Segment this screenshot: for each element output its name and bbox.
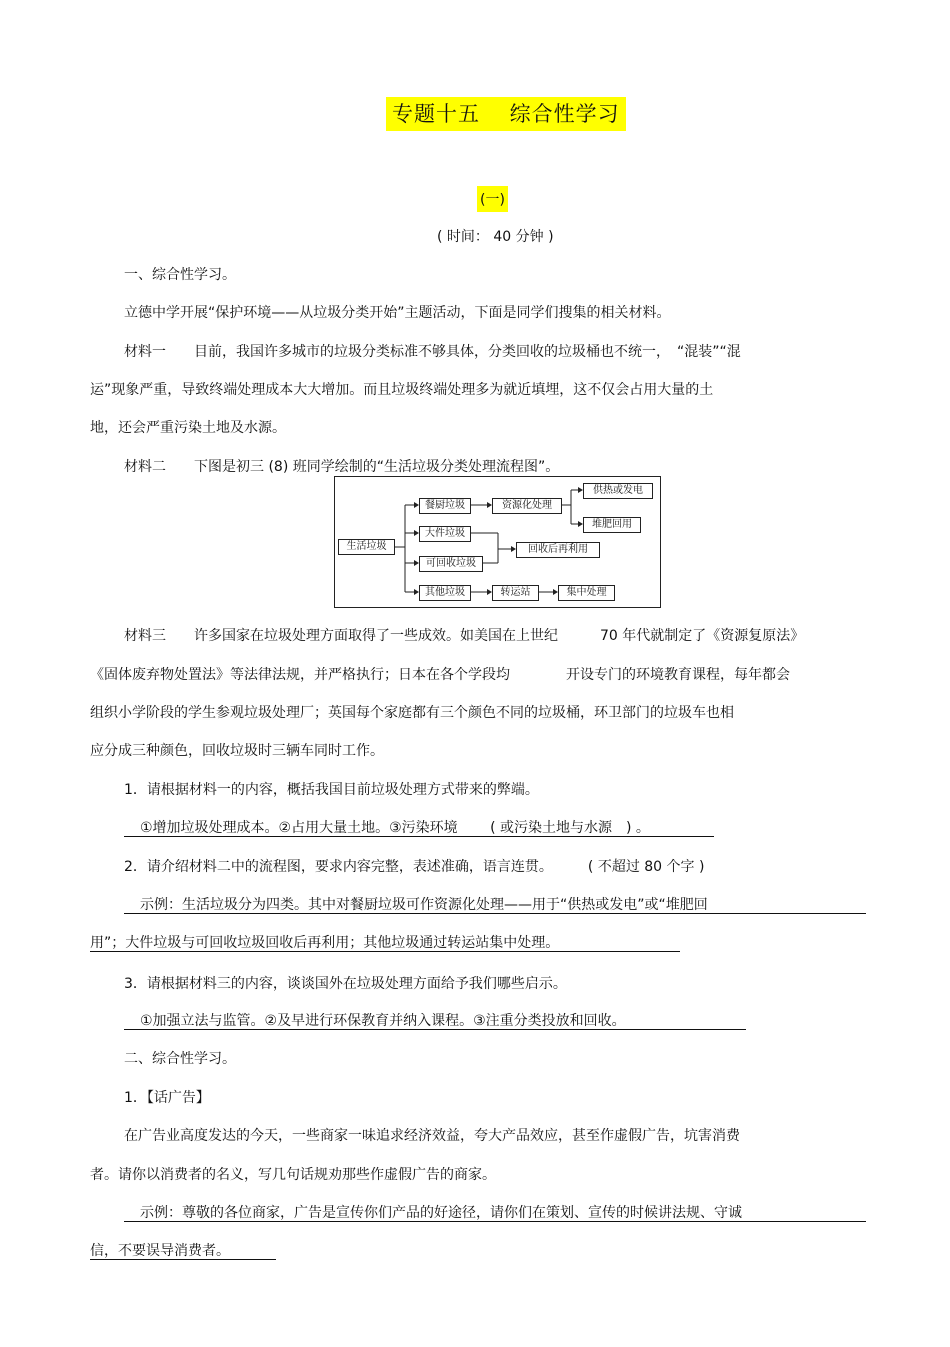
section2-prompt-line: 在广告业高度发达的今天，一些商家一味追求经济效益，夸大产品效应，甚至作虚假广告，坑害消费 [124,1128,740,1144]
question-3: 3．请根据材料三的内容，谈谈国外在垃圾处理方面给予我们哪些启示。 [124,976,567,992]
section2-prompt-line: 者。请你以消费者的名义，写几句话规劝那些作虚假广告的商家。 [90,1167,496,1183]
flow-node-root: 生活垃圾 [338,539,395,555]
material3-line: 组织小学阶段的学生参观垃圾处理厂；英国每个家庭都有三个颜色不同的垃圾桶，环卫部门的垃圾车也相 [90,705,734,721]
flow-node-resource: 资源化处理 [492,498,562,514]
answer-1: ①增加垃圾处理成本。②占用大量土地。③污染环境 ( 或污染土地与水源 ) 。 [140,820,650,836]
material3-line: 《固体废弃物处置法》等法律法规，并严格执行；日本在各个学段均 开设专门的环境教育课程，每年都会 [90,667,790,683]
section2-answer-line: 示例：尊敬的各位商家，广告是宣传你们产品的好途径，请你们在策划、宣传的时候讲法规、守诚 [140,1205,742,1221]
time-limit: ( 时间： 40 分钟 ) [437,229,554,245]
section1-intro: 立德中学开展“保护环境——从垃圾分类开始”主题活动，下面是同学们搜集的相关材料。 [124,305,671,321]
flow-node-central: 集中处理 [558,585,615,601]
section-subtitle: (一) [477,186,508,212]
section2-answer-line: 信，不要误导消费者。 [90,1243,230,1259]
question-1: 1．请根据材料一的内容，概括我国目前垃圾处理方式带来的弊端。 [124,782,539,798]
material3-line: 应分成三种颜色，回收垃圾时三辆车同时工作。 [90,743,384,759]
material2-line: 材料二 下图是初三 (8) 班同学绘制的“生活垃圾分类处理流程图”。 [124,459,560,475]
question-2: 2．请介绍材料二中的流程图，要求内容完整，表述准确，语言连贯。 ( 不超过 80 个字 ) [124,859,705,875]
flow-node-heat: 供热或发电 [583,483,653,499]
material3-line: 材料三 许多国家在垃圾处理方面取得了一些成效。如美国在上世纪 70 年代就制定了《资源复原法》 [124,628,805,644]
material1-line: 地，还会严重污染土地及水源。 [90,420,286,436]
material1-line: 运”现象严重，导致终端处理成本大大增加。而且垃圾终端处理多为就近填埋，这不仅会占用大量的土 [90,382,714,398]
flow-node-transfer: 转运站 [492,585,539,601]
page-title: 专题十五 综合性学习 [386,97,626,131]
answer-2-line: 示例：生活垃圾分为四类。其中对餐厨垃圾可作资源化处理——用于“供热或发电”或“堆肥回 [140,897,708,913]
garbage-flowchart [334,476,661,608]
flow-node-other: 其他垃圾 [419,585,471,601]
flow-node-reuse: 回收后再利用 [516,542,600,558]
flow-node-kitchen: 餐厨垃圾 [419,498,471,514]
flow-node-recyclable: 可回收垃圾 [419,556,483,572]
flow-node-compost: 堆肥回用 [583,517,641,533]
material1-line: 材料一 目前，我国许多城市的垃圾分类标准不够具体，分类回收的垃圾桶也不统一， “混装”“混 [124,344,741,360]
flow-node-bulky: 大件垃圾 [419,526,471,542]
section2-heading: 二、综合性学习。 [124,1051,236,1067]
answer-2-line: 用”；大件垃圾与可回收垃圾回收后再利用；其他垃圾通过转运站集中处理。 [90,935,560,951]
section2-question-1: 1．【话广告】 [124,1090,210,1106]
section1-heading: 一、综合性学习。 [124,267,236,283]
answer-3: ①加强立法与监管。②及早进行环保教育并纳入课程。③注重分类投放和回收。 [140,1013,626,1029]
